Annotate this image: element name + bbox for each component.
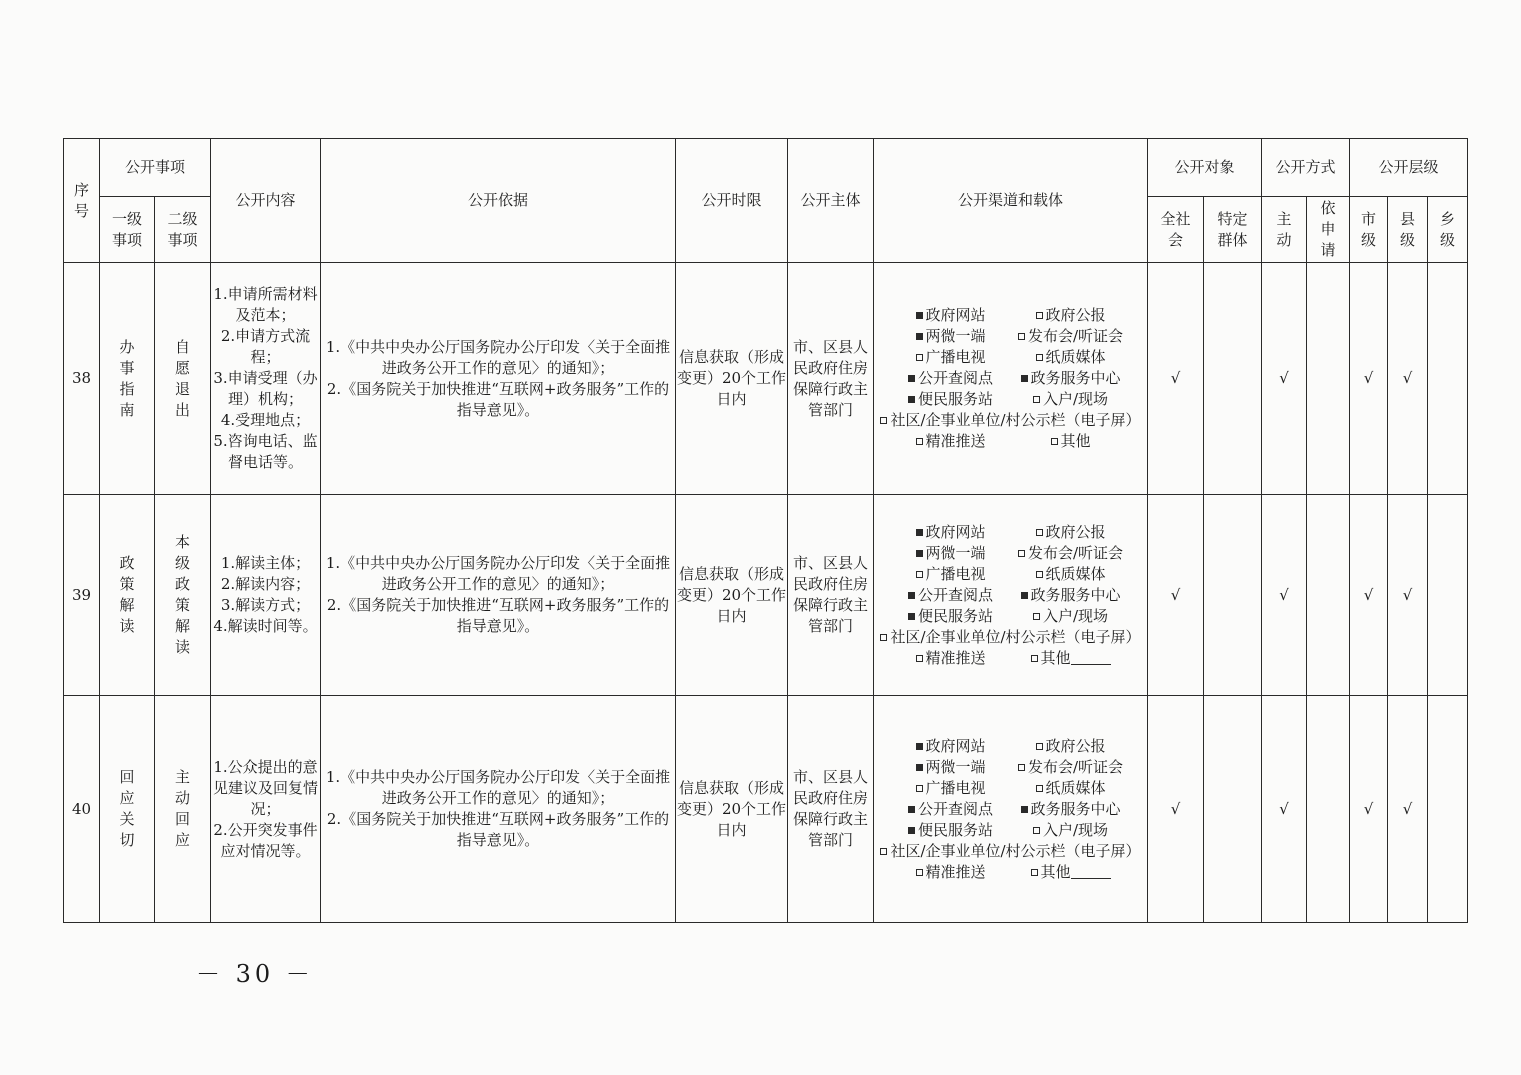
mode-request-check: [1307, 263, 1350, 495]
channel-label: 政务服务中心: [1030, 585, 1121, 604]
unchecked-box-icon: [1036, 529, 1043, 536]
level-town-check: [1428, 495, 1468, 696]
level-city-check: √: [1350, 696, 1388, 923]
channel-label: 发布会/听证会: [1027, 543, 1124, 562]
checked-box-icon: [908, 375, 915, 382]
channel-label: 入户/现场: [1042, 820, 1109, 839]
basis-line: 2.《国务院关于加快推进“互联网+政务服务”工作的指导意见》。: [326, 379, 670, 419]
unchecked-box-icon: [1036, 785, 1043, 792]
row-time-limit: 信息获取（形成变更）20个工作日内: [676, 495, 788, 696]
row-time-limit: 信息获取（形成变更）20个工作日内: [676, 696, 788, 923]
header-mode-group: 公开方式: [1262, 139, 1350, 197]
unchecked-box-icon: [880, 417, 887, 424]
row-subject: 市、区县人民政府住房保障行政主管部门: [788, 263, 874, 495]
checked-box-icon: [916, 764, 923, 771]
channel-label: 广播电视: [925, 778, 986, 797]
channel-label: 社区/企事业单位/村公示栏（电子屏）: [890, 627, 1141, 646]
channel-label: 两微一端: [925, 327, 986, 345]
checked-box-icon: [908, 827, 915, 834]
channel-label: 便民服务站: [918, 820, 994, 839]
unchecked-box-icon: [1018, 333, 1025, 340]
channel-label: 精准推送: [925, 432, 986, 450]
unchecked-box-icon: [916, 571, 923, 578]
checked-box-icon: [908, 396, 915, 403]
target-specific-check: [1204, 495, 1262, 696]
channel-label: 便民服务站: [918, 390, 994, 408]
channel-label: 发布会/听证会: [1027, 757, 1124, 776]
unchecked-box-icon: [1036, 354, 1043, 361]
row-seq: 38: [64, 263, 100, 495]
blank-underline: [1071, 650, 1111, 665]
channel-label: 纸质媒体: [1045, 778, 1106, 797]
row-basis: [321, 263, 676, 495]
header-time-limit: 公开时限: [676, 139, 788, 263]
basis-line: 2.《国务院关于加快推进“互联网+政务服务”工作的指导意见》。: [326, 596, 670, 635]
header-level1: 一级事项: [100, 197, 155, 263]
unchecked-box-icon: [916, 785, 923, 792]
table-row: [64, 263, 1468, 495]
row-level1: 办事指南: [100, 263, 155, 495]
row-subject: 市、区县人民政府住房保障行政主管部门: [788, 495, 874, 696]
channel-label: 政府网站: [925, 736, 986, 755]
content-line: 3.解读方式；: [220, 596, 311, 614]
header-target-all: 全社会: [1148, 197, 1204, 263]
mode-active-check: √: [1262, 495, 1307, 696]
header-target-specific: 特定群体: [1204, 197, 1262, 263]
channel-label: 两微一端: [925, 543, 986, 562]
row-level2: 本级政策解读: [155, 495, 211, 696]
row-content: [211, 495, 321, 696]
level-town-check: [1428, 696, 1468, 923]
content-line: 3.申请受理（办理）机构；: [213, 369, 318, 408]
channel-label: 精准推送: [925, 648, 986, 667]
mode-active-check: √: [1262, 696, 1307, 923]
channel-label: 广播电视: [925, 564, 986, 583]
blank-underline: [1071, 864, 1111, 879]
header-level-town: 乡级: [1428, 197, 1468, 263]
content-line: 4.受理地点；: [220, 411, 311, 429]
checked-box-icon: [908, 592, 915, 599]
row-seq: 39: [64, 495, 100, 696]
header-level-group: 公开层级: [1350, 139, 1468, 197]
level-town-check: [1428, 263, 1468, 495]
checked-box-icon: [1021, 592, 1028, 599]
channel-label: 公开查阅点: [918, 585, 994, 604]
channel-label: 入户/现场: [1042, 390, 1109, 408]
header-target-group: 公开对象: [1148, 139, 1262, 197]
header-items-group: 公开事项: [100, 139, 211, 197]
channel-label: 其他: [1060, 432, 1091, 450]
channel-label: 公开查阅点: [918, 369, 994, 387]
channel-label: 公开查阅点: [918, 799, 994, 818]
target-specific-check: [1204, 696, 1262, 923]
checked-box-icon: [1021, 806, 1028, 813]
row-level1: 政策解读: [100, 495, 155, 696]
content-line: 1.公众提出的意见建议及回复情况；: [213, 757, 319, 818]
channel-label: 其他: [1040, 862, 1071, 881]
row-channels: [874, 495, 1148, 696]
checked-box-icon: [908, 613, 915, 620]
content-line: 2.申请方式流程；: [220, 327, 311, 366]
channel-label: 两微一端: [925, 757, 986, 776]
header-mode-active: 主动: [1262, 197, 1307, 263]
channel-label: 便民服务站: [918, 606, 994, 625]
unchecked-box-icon: [916, 354, 923, 361]
channel-label: 其他: [1040, 648, 1071, 667]
checked-box-icon: [1021, 375, 1028, 382]
unchecked-box-icon: [1033, 396, 1040, 403]
checked-box-icon: [916, 333, 923, 340]
channel-label: 政府公报: [1045, 736, 1106, 755]
unchecked-box-icon: [1033, 613, 1040, 620]
channel-label: 精准推送: [925, 862, 986, 881]
channel-label: 政府公报: [1045, 522, 1106, 541]
channel-label: 政务服务中心: [1030, 369, 1121, 387]
channel-label: 广播电视: [925, 348, 986, 366]
channel-label: 政府网站: [925, 306, 986, 324]
header-level2: 二级事项: [155, 197, 211, 263]
row-content: [211, 263, 321, 495]
page-number: － 30 －: [196, 960, 314, 988]
unchecked-box-icon: [1031, 869, 1038, 876]
disclosure-table: [63, 138, 1468, 923]
header-mode-request: 依申请: [1307, 197, 1350, 263]
row-level2: 主动回应: [155, 696, 211, 923]
channel-label: 社区/企事业单位/村公示栏（电子屏）: [890, 841, 1141, 860]
unchecked-box-icon: [1051, 438, 1058, 445]
row-basis: [321, 495, 676, 696]
unchecked-box-icon: [916, 655, 923, 662]
header-subject: 公开主体: [788, 139, 874, 263]
level-county-check: √: [1388, 495, 1428, 696]
unchecked-box-icon: [1036, 312, 1043, 319]
channel-label: 入户/现场: [1042, 606, 1109, 625]
channel-label: 政府网站: [925, 522, 986, 541]
row-level1: 回应关切: [100, 696, 155, 923]
unchecked-box-icon: [916, 438, 923, 445]
table-row: [64, 696, 1468, 923]
header-level-county: 县级: [1388, 197, 1428, 263]
content-line: 5.咨询电话、监督电话等。: [213, 432, 318, 471]
unchecked-box-icon: [880, 848, 887, 855]
unchecked-box-icon: [1018, 764, 1025, 771]
checked-box-icon: [916, 529, 923, 536]
level-county-check: √: [1388, 696, 1428, 923]
channel-label: 纸质媒体: [1045, 348, 1106, 366]
level-city-check: √: [1350, 495, 1388, 696]
channel-label: 政府公报: [1045, 306, 1106, 324]
content-line: 1.申请所需材料及范本；: [213, 285, 318, 324]
basis-line: 1.《中共中央办公厅国务院办公厅印发〈关于全面推进政务公开工作的意见〉的通知》；: [325, 337, 671, 377]
channel-label: 社区/企事业单位/村公示栏（电子屏）: [890, 411, 1141, 429]
checked-box-icon: [916, 312, 923, 319]
header-content: 公开内容: [211, 139, 321, 263]
header-level-city: 市级: [1350, 197, 1388, 263]
unchecked-box-icon: [916, 869, 923, 876]
unchecked-box-icon: [1031, 655, 1038, 662]
row-channels: [874, 263, 1148, 495]
unchecked-box-icon: [880, 634, 887, 641]
channel-label: 纸质媒体: [1045, 564, 1106, 583]
row-basis: [321, 696, 676, 923]
target-specific-check: [1204, 263, 1262, 495]
row-time-limit: 信息获取（形成变更）20个工作日内: [676, 263, 788, 495]
mode-active-check: √: [1262, 263, 1307, 495]
basis-line: 1.《中共中央办公厅国务院办公厅印发〈关于全面推进政务公开工作的意见〉的通知》；: [325, 554, 671, 593]
basis-line: 1.《中共中央办公厅国务院办公厅印发〈关于全面推进政务公开工作的意见〉的通知》；: [325, 768, 671, 807]
header-seq: 序号: [64, 139, 100, 263]
header-basis: 公开依据: [321, 139, 676, 263]
mode-request-check: [1307, 696, 1350, 923]
unchecked-box-icon: [1036, 743, 1043, 750]
mode-request-check: [1307, 495, 1350, 696]
channel-label: 政务服务中心: [1030, 799, 1121, 818]
unchecked-box-icon: [1033, 827, 1040, 834]
row-content: [211, 696, 321, 923]
content-line: 1.解读主体；: [220, 554, 311, 572]
table-row: [64, 495, 1468, 696]
row-channels: [874, 696, 1148, 923]
content-line: 4.解读时间等。: [213, 617, 318, 635]
channel-label: 发布会/听证会: [1027, 327, 1124, 345]
checked-box-icon: [916, 743, 923, 750]
unchecked-box-icon: [1018, 550, 1025, 557]
header-channels: 公开渠道和载体: [874, 139, 1148, 263]
target-all-check: √: [1148, 495, 1204, 696]
checked-box-icon: [908, 806, 915, 813]
level-city-check: √: [1350, 263, 1388, 495]
content-line: 2.公开突发事件应对情况等。: [213, 820, 318, 860]
row-seq: 40: [64, 696, 100, 923]
target-all-check: √: [1148, 263, 1204, 495]
level-county-check: √: [1388, 263, 1428, 495]
content-line: 2.解读内容；: [220, 575, 311, 593]
row-level2: 自愿退出: [155, 263, 211, 495]
row-subject: 市、区县人民政府住房保障行政主管部门: [788, 696, 874, 923]
unchecked-box-icon: [1036, 571, 1043, 578]
target-all-check: √: [1148, 696, 1204, 923]
checked-box-icon: [916, 550, 923, 557]
basis-line: 2.《国务院关于加快推进“互联网+政务服务”工作的指导意见》。: [326, 810, 670, 849]
